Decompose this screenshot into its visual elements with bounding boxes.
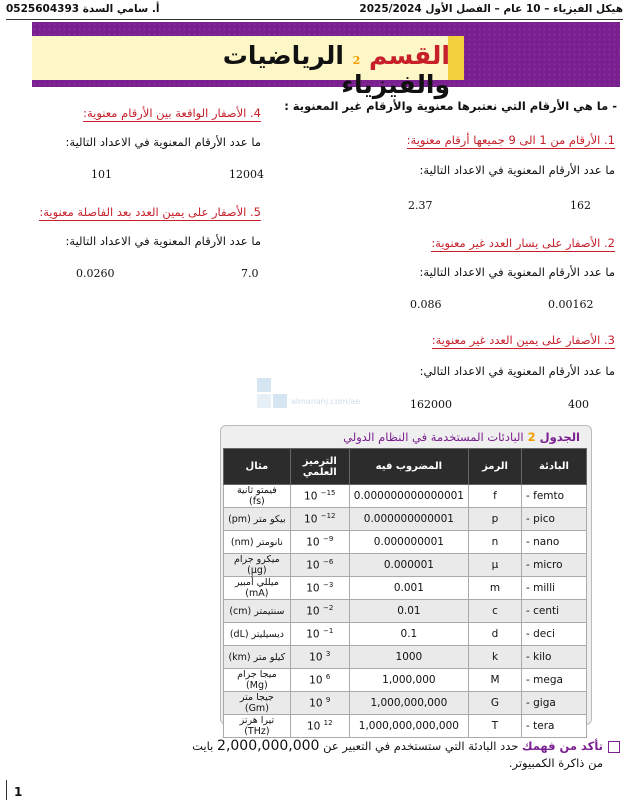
table-row: [224, 531, 587, 554]
cell-factor: 1,000,000,000: [349, 692, 468, 715]
cell-symbol: G: [469, 692, 522, 715]
cell-scientific: [290, 646, 349, 669]
cell-factor: 0.1: [349, 623, 468, 646]
cell-example: ميكرو جرام (μg): [224, 554, 291, 577]
cell-sci-base: 10: [306, 582, 320, 595]
cell-factor: 0.01: [349, 600, 468, 623]
check-text-after: بايت: [192, 739, 214, 753]
cell-sci-base: 10: [304, 513, 318, 526]
rule-5-heading: [39, 201, 261, 220]
rule-5-value-b: 0.0260: [76, 267, 115, 280]
rule-1-value-b: 2.37: [408, 199, 433, 212]
watermark-logo: [255, 372, 375, 424]
cell-factor: 1,000,000: [349, 669, 468, 692]
cell-symbol: M: [469, 669, 522, 692]
cell-prefix: giga -: [522, 692, 587, 715]
header-divider: [6, 19, 623, 20]
cell-example: ميللي أمبير (mA): [224, 577, 291, 600]
watermark-text: almanahj.com/ae: [291, 397, 361, 406]
check-understanding-line2: من ذاكرة الكمبيوتر.: [508, 756, 603, 770]
section-number: 2: [352, 54, 361, 67]
cell-sci-exp: 12: [323, 719, 333, 728]
cell-prefix: milli -: [522, 577, 587, 600]
rule-heading-text: 3. الأصفار على يمين العدد غير معنوية:: [431, 333, 615, 347]
cell-example: ديسيليتر (dL): [224, 623, 291, 646]
page-number-rule: [6, 780, 7, 800]
section-banner-accent: [448, 36, 464, 80]
cell-scientific: [290, 600, 349, 623]
cell-example: بيكو متر (pm): [224, 508, 291, 531]
cell-example: فيمتو ثانية (fs): [224, 485, 291, 508]
cell-example: نانومتر (nm): [224, 531, 291, 554]
cell-sci-exp: −12: [320, 512, 336, 521]
table-row: [224, 715, 587, 738]
cell-factor: 1,000,000,000,000: [349, 715, 468, 738]
main-question: - ما هي الأرقام التي نعتبرها معنوية والأرقام غير المعنوية :: [284, 99, 617, 113]
page-number: 1: [14, 785, 23, 799]
cell-symbol: d: [469, 623, 522, 646]
cell-factor: 0.001: [349, 577, 468, 600]
table-row: [224, 485, 587, 508]
cell-factor: 0.000000001: [349, 531, 468, 554]
cell-sci-base: 10: [306, 720, 321, 733]
cell-prefix: centi -: [522, 600, 587, 623]
cell-prefix: femto -: [522, 485, 587, 508]
table-row: [224, 577, 587, 600]
cell-example: سنتيمتر (cm): [224, 600, 291, 623]
rule-heading-text: 1. الأرقام من 1 الى 9 جميعها أرقام معنوية:: [406, 133, 615, 147]
table-header-row: [224, 449, 587, 485]
cell-sci-base: 10: [306, 605, 320, 618]
cell-sci-base: 10: [309, 697, 323, 710]
rule-3-value-a: 400: [568, 398, 589, 411]
rule-1-value-a: 162: [570, 199, 591, 212]
checkbox-icon: [608, 741, 620, 753]
cell-scientific: [290, 508, 349, 531]
rule-3-prompt: ما عدد الأرقام المعنوية في الاعداد التالي:: [419, 364, 615, 378]
cell-prefix: micro -: [522, 554, 587, 577]
header-course-info: هيكل الفيزياء – 10 عام – الفصل الأول 2025/2024: [359, 3, 623, 15]
cell-example: كيلو متر (km): [224, 646, 291, 669]
rule-heading-text: 5. الأصفار على يمين العدد بعد الفاصلة معنوية:: [39, 205, 261, 219]
cell-example: جيجا متر (Gm): [224, 692, 291, 715]
cell-symbol: p: [469, 508, 522, 531]
cell-prefix: nano -: [522, 531, 587, 554]
si-prefixes-table: [223, 448, 587, 738]
table-label: الجدول: [539, 430, 580, 444]
cell-sci-exp: 6: [325, 673, 331, 682]
table-row: [224, 623, 587, 646]
check-label: تأكد من فهمك: [522, 739, 603, 753]
rule-2-value-b: 0.086: [410, 298, 442, 311]
cell-factor: 0.000000000001: [349, 508, 468, 531]
table-row: [224, 646, 587, 669]
rule-1-prompt: ما عدد الأرقام المعنوية في الاعداد التالية:: [419, 163, 615, 177]
rule-4-value-a: 12004: [229, 168, 264, 181]
cell-sci-exp: −15: [320, 489, 336, 498]
cell-scientific: [290, 554, 349, 577]
cell-symbol: f: [469, 485, 522, 508]
rule-1-heading: [407, 129, 615, 148]
rule-2-prompt: ما عدد الأرقام المعنوية في الاعداد التالية:: [419, 265, 615, 279]
header-prefix: البادئة: [522, 449, 587, 485]
cell-sci-exp: −3: [322, 581, 334, 590]
cell-symbol: μ: [469, 554, 522, 577]
cell-scientific: [290, 669, 349, 692]
cell-scientific: [290, 531, 349, 554]
section-label: القسم: [369, 41, 450, 70]
cell-sci-exp: −2: [322, 604, 334, 613]
rule-4-prompt: ما عدد الأرقام المعنوية في الاعداد التالية:: [65, 135, 261, 149]
header-example: مثال: [224, 449, 291, 485]
header-scientific-line2: العلمي: [302, 466, 337, 478]
header-teacher-info: أ. سامي السدة 0525604393: [6, 3, 160, 15]
rule-3-value-b: 162000: [410, 398, 452, 411]
header-scientific-line1: الترميز: [302, 455, 337, 467]
rule-heading-text: 4. الأصفار الواقعة بين الأرقام معنوية:: [83, 106, 261, 120]
cell-factor: 0.000001: [349, 554, 468, 577]
cell-sci-exp: −6: [322, 558, 334, 567]
cell-example: ميجا جرام (Mg): [224, 669, 291, 692]
table-row: [224, 508, 587, 531]
rule-4-heading: [83, 102, 261, 121]
rule-4-value-b: 101: [91, 168, 112, 181]
rule-heading-text: 2. الأصفار على يسار العدد غير معنوية:: [431, 236, 615, 250]
table-row: [224, 554, 587, 577]
cell-prefix: kilo -: [522, 646, 587, 669]
cell-symbol: m: [469, 577, 522, 600]
cell-scientific: [290, 623, 349, 646]
table-row: [224, 692, 587, 715]
table-row: [224, 669, 587, 692]
section-title: [150, 41, 450, 99]
cell-symbol: n: [469, 531, 522, 554]
cell-sci-exp: 9: [325, 696, 331, 705]
cell-prefix: deci -: [522, 623, 587, 646]
header-symbol: الرمز: [469, 449, 522, 485]
table-title: [230, 430, 580, 444]
cell-scientific: [290, 577, 349, 600]
cell-scientific: [290, 692, 349, 715]
cell-prefix: mega -: [522, 669, 587, 692]
table-title-text: البادئات المستخدمة في النظام الدولي: [343, 430, 524, 444]
cell-sci-exp: 3: [325, 650, 331, 659]
cell-prefix: pico -: [522, 508, 587, 531]
cell-scientific: [290, 715, 349, 738]
check-understanding-line1: [192, 738, 603, 754]
cell-sci-base: 10: [309, 674, 323, 687]
cell-sci-exp: −1: [322, 627, 334, 636]
cell-symbol: c: [469, 600, 522, 623]
cell-factor: 1000: [349, 646, 468, 669]
table-number: 2: [527, 430, 536, 444]
header-scientific: [290, 449, 349, 485]
cell-sci-base: 10: [306, 559, 320, 572]
cell-factor: 0.000000000000001: [349, 485, 468, 508]
table-row: [224, 600, 587, 623]
cell-example: تيرا هرتز (THz): [224, 715, 291, 738]
cell-sci-exp: −9: [322, 535, 334, 544]
rule-5-value-a: 7.0: [241, 267, 259, 280]
cell-sci-base: 10: [309, 651, 323, 664]
rule-3-heading: [432, 329, 615, 348]
cell-sci-base: 10: [306, 536, 320, 549]
cell-sci-base: 10: [304, 490, 318, 503]
header-factor: المضروب فيه: [349, 449, 468, 485]
cell-symbol: T: [469, 715, 522, 738]
cell-prefix: tera -: [522, 715, 587, 738]
check-big-number: 2,000,000,000: [217, 738, 320, 754]
rule-5-prompt: ما عدد الأرقام المعنوية في الاعداد التالية:: [65, 234, 261, 248]
rule-2-value-a: 0.00162: [548, 298, 594, 311]
cell-sci-base: 10: [306, 628, 320, 641]
cell-scientific: [290, 485, 349, 508]
check-text-before: حدد البادئة التي ستستخدم في التعبير عن: [323, 739, 519, 753]
rule-2-heading: [431, 232, 615, 251]
cell-symbol: k: [469, 646, 522, 669]
section-title-text: الرياضيات والفيزياء: [222, 41, 450, 99]
